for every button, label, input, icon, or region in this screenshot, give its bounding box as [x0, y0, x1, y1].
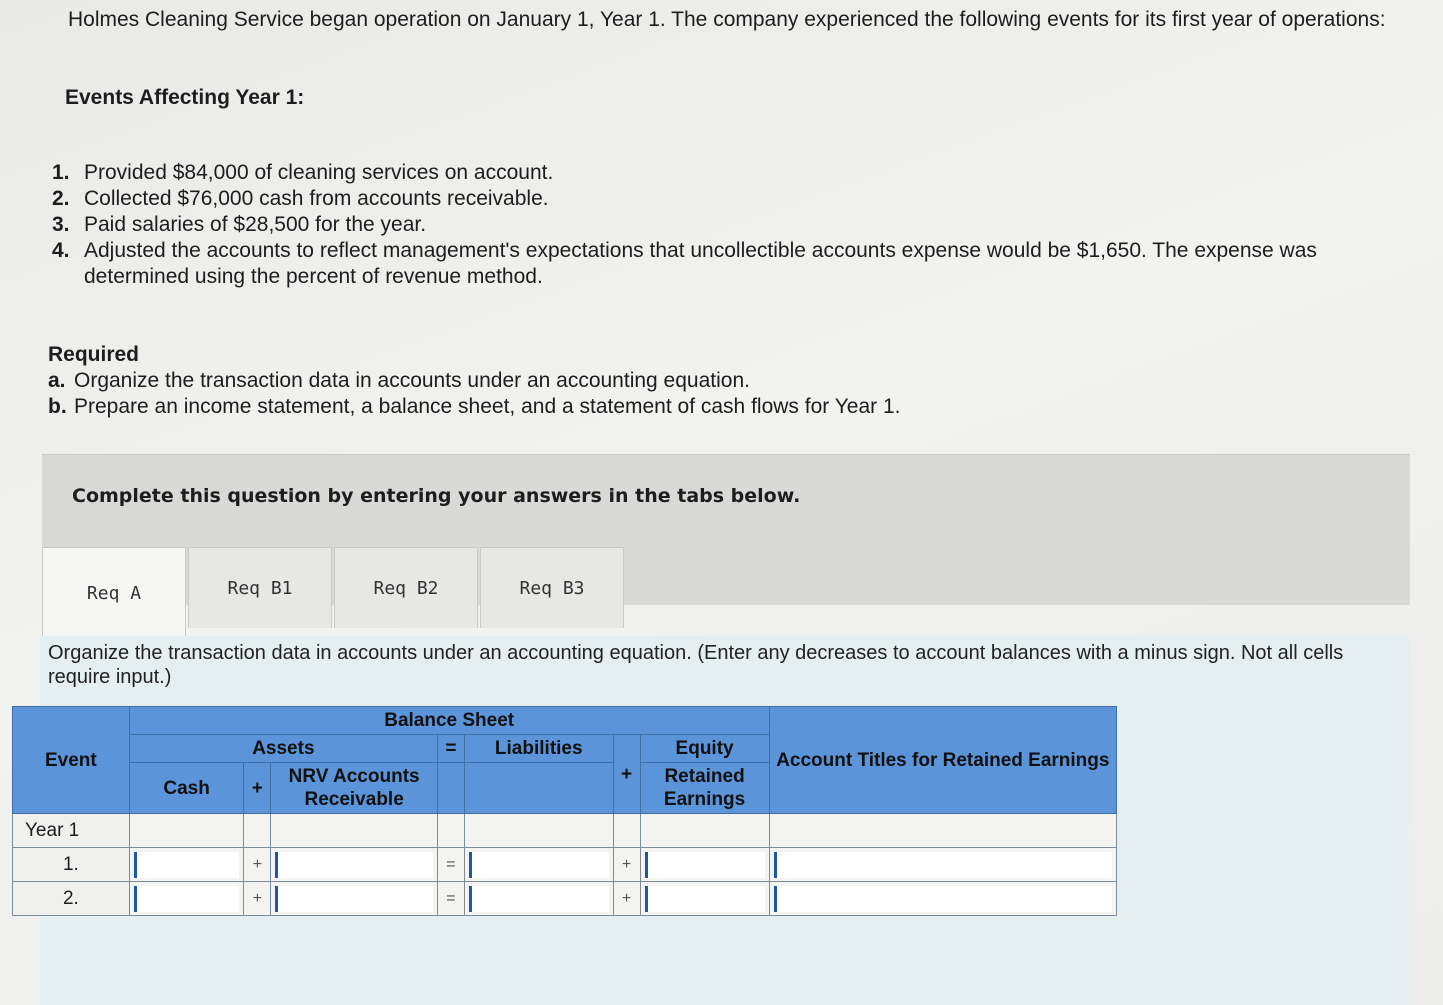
tab-req-b2[interactable]: Req B2 — [334, 547, 478, 628]
blank-cell — [769, 814, 1116, 848]
balance-sheet-header: Balance Sheet — [129, 707, 769, 735]
blank-cell — [464, 814, 613, 848]
liabilities-blank-header — [464, 763, 613, 814]
plus-header: + — [613, 735, 640, 814]
cash-input[interactable] — [134, 886, 240, 912]
retained-earnings-input[interactable] — [645, 852, 765, 878]
equals-sign: = — [437, 848, 464, 882]
event-item — [52, 212, 1392, 238]
nrv-input[interactable] — [275, 886, 433, 912]
instruction-text: Complete this question by entering your answers in the tabs below. — [72, 485, 801, 507]
tab-bar — [42, 547, 626, 637]
liabilities-cell — [464, 882, 613, 916]
event-number-cell: 2. — [13, 882, 130, 916]
events-heading: Events Affecting Year 1: — [65, 86, 305, 109]
blank-cell — [244, 814, 271, 848]
nrv-input[interactable] — [275, 852, 433, 878]
liabilities-cell — [464, 848, 613, 882]
event-text: Provided $84,000 of cleaning services on account. — [84, 161, 554, 184]
event-text: Paid salaries of $28,500 for the year. — [84, 213, 427, 236]
tab-req-a[interactable]: Req A — [42, 547, 186, 638]
table-row — [13, 848, 1117, 882]
blank-cell — [437, 814, 464, 848]
tab-req-b3[interactable]: Req B3 — [480, 547, 624, 628]
plus-sign: + — [244, 848, 271, 882]
plus-header: + — [244, 763, 271, 814]
problem-intro — [68, 6, 1388, 34]
blank-cell — [613, 814, 640, 848]
assets-header: Assets — [129, 735, 437, 763]
equals-sign: = — [437, 882, 464, 916]
panel-instruction: Organize the transaction data in accounts under an accounting equation. (Enter any decreases to account balances with a minus sign. Not all cells require input.) — [48, 642, 1344, 688]
event-item — [52, 186, 1392, 212]
event-header: Event — [13, 707, 130, 814]
required-letter: b. — [48, 395, 67, 418]
retained-earnings-input[interactable] — [645, 886, 765, 912]
year-row — [13, 814, 1117, 848]
equity-header: Equity — [640, 735, 769, 763]
event-number: 1. — [52, 161, 70, 184]
required-item — [48, 368, 1048, 394]
plus-sign: + — [244, 882, 271, 916]
problem-intro-text: Holmes Cleaning Service began operation on January 1, Year 1. The company experienced the following events for its first year of operations: — [68, 8, 1386, 31]
account-title-cell — [769, 882, 1116, 916]
tab-req-b1[interactable]: Req B1 — [188, 547, 332, 628]
events-list — [52, 160, 1392, 290]
event-number: 4. — [52, 239, 70, 262]
required-heading: Required — [48, 343, 140, 366]
nrv-cell — [271, 848, 438, 882]
event-text: Adjusted the accounts to reflect management's expectations that uncollectible accounts expense would be $1,650. The expense was determined using the percent of revenue method. — [84, 239, 1317, 288]
event-item — [52, 160, 1392, 186]
plus-sign: + — [613, 882, 640, 916]
liabilities-input[interactable] — [469, 852, 609, 878]
cash-cell — [129, 848, 244, 882]
cash-cell — [129, 882, 244, 916]
account-title-select[interactable] — [774, 852, 1112, 878]
event-number-cell: 1. — [13, 848, 130, 882]
equals-blank-header — [437, 763, 464, 814]
nrv-cell — [271, 882, 438, 916]
cash-input[interactable] — [134, 852, 240, 878]
retained-earnings-header: Retained Earnings — [640, 763, 769, 814]
blank-cell — [129, 814, 244, 848]
equals-header: = — [437, 735, 464, 763]
accounting-equation-table — [12, 706, 1117, 916]
required-item — [48, 394, 1048, 420]
event-number: 2. — [52, 187, 70, 210]
liabilities-header: Liabilities — [464, 735, 613, 763]
required-text: Organize the transaction data in accounts under an accounting equation. — [74, 369, 750, 392]
nrv-accounts-receivable-header: NRV Accounts Receivable — [271, 763, 438, 814]
required-section — [48, 342, 1048, 420]
liabilities-input[interactable] — [469, 886, 609, 912]
cash-header: Cash — [129, 763, 244, 814]
required-text: Prepare an income statement, a balance sheet, and a statement of cash flows for Year 1. — [74, 395, 901, 418]
retained-earnings-cell — [640, 882, 769, 916]
retained-earnings-cell — [640, 848, 769, 882]
account-title-cell — [769, 848, 1116, 882]
table-row — [13, 882, 1117, 916]
required-letter: a. — [48, 369, 66, 392]
account-title-select[interactable] — [774, 886, 1112, 912]
year-label: Year 1 — [13, 814, 130, 848]
plus-sign: + — [613, 848, 640, 882]
blank-cell — [640, 814, 769, 848]
event-number: 3. — [52, 213, 70, 236]
event-text: Collected $76,000 cash from accounts receivable. — [84, 187, 549, 210]
event-item — [52, 238, 1392, 290]
blank-cell — [271, 814, 438, 848]
account-titles-header: Account Titles for Retained Earnings — [769, 707, 1116, 814]
